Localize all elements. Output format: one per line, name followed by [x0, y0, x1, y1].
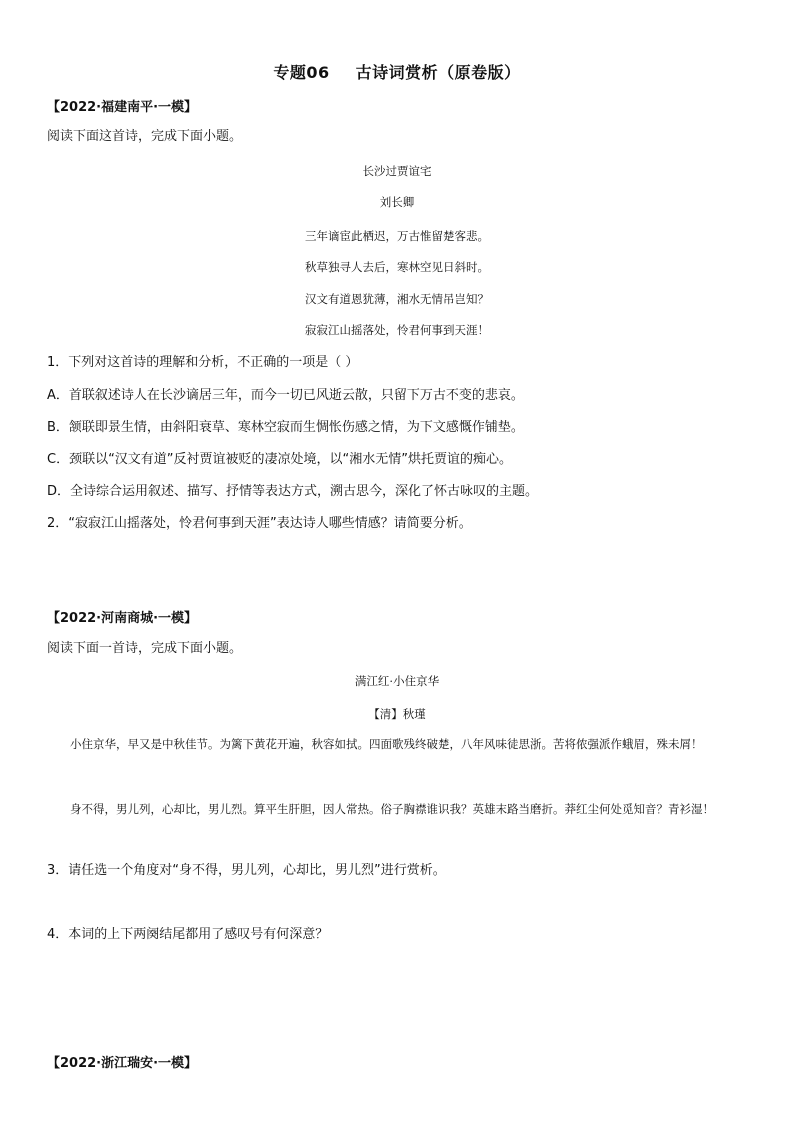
source-tag-2: 【2022·河南商城·一模】: [47, 611, 198, 626]
poem-line: 汉文有道恩犹薄，湘水无情吊岂知？: [305, 292, 489, 306]
option-c: C．颈联以“汉文有道”反衬贾谊被贬的凄凉处境，以“湘水无情”烘托贾谊的痴心。: [47, 452, 513, 467]
verse-paragraph-2: 身不得，男儿列，心却比，男儿烈。算平生肝胆，因人常热。俗子胸襟谁识我？英雄末路当磨折。莽红尘何处觅知音？青衫湿！: [70, 802, 714, 816]
question-4: 4．本词的上下两阕结尾都用了感叹号有何深意？: [47, 927, 329, 942]
poem-author-1: 刘长卿: [379, 195, 415, 209]
instruction-1: 阅读下面这首诗，完成下面小题。: [47, 129, 243, 144]
option-d: D．全诗综合运用叙述、描写、抒情等表达方式，溯古思今，深化了怀古咏叹的主题。: [47, 484, 539, 499]
poem-author-2: 【清】秋瑾: [368, 707, 426, 721]
instruction-2: 阅读下面一首诗，完成下面小题。: [47, 641, 243, 656]
poem-line: 三年谪宦此栖迟，万古惟留楚客悲。: [305, 229, 489, 243]
page-title-subject: 古诗词赏析（原卷版）: [355, 63, 521, 82]
option-b: B．颔联即景生情，由斜阳衰草、寒林空寂而生惆怅伤感之情，为下文感慨作铺垫。: [47, 420, 524, 435]
poem-title-2: 满江红·小住京华: [354, 674, 440, 688]
poem-line: 寂寂江山摇落处，怜君何事到天涯！: [305, 323, 489, 337]
source-tag-1: 【2022·福建南平·一模】: [47, 100, 198, 115]
source-tag-3: 【2022·浙江瑞安·一模】: [47, 1056, 198, 1071]
poem-title-1: 长沙过贾谊宅: [362, 164, 432, 178]
page-title: [0, 60, 794, 83]
poem-line: 秋草独寻人去后，寒林空见日斜时。: [305, 260, 489, 274]
page-title-topic: 专题06: [273, 63, 330, 82]
verse-paragraph-1: 小住京华，早又是中秋佳节。为篱下黄花开遍，秋容如拭。四面歌残终破楚，八年风味徒思浙。苦将侬强派作蛾眉，殊未屑！: [70, 737, 703, 751]
question-3: 3．请任选一个角度对“身不得，男儿列，心却比，男儿烈”进行赏析。: [47, 863, 446, 878]
question-1: 1．下列对这首诗的理解和分析，不正确的一项是（ ）: [47, 355, 359, 370]
question-2: 2．“寂寂江山摇落处，怜君何事到天涯”表达诗人哪些情感？请简要分析。: [47, 516, 472, 531]
option-a: A．首联叙述诗人在长沙谪居三年，而今一切已风逝云散，只留下万古不变的悲哀。: [47, 388, 524, 403]
